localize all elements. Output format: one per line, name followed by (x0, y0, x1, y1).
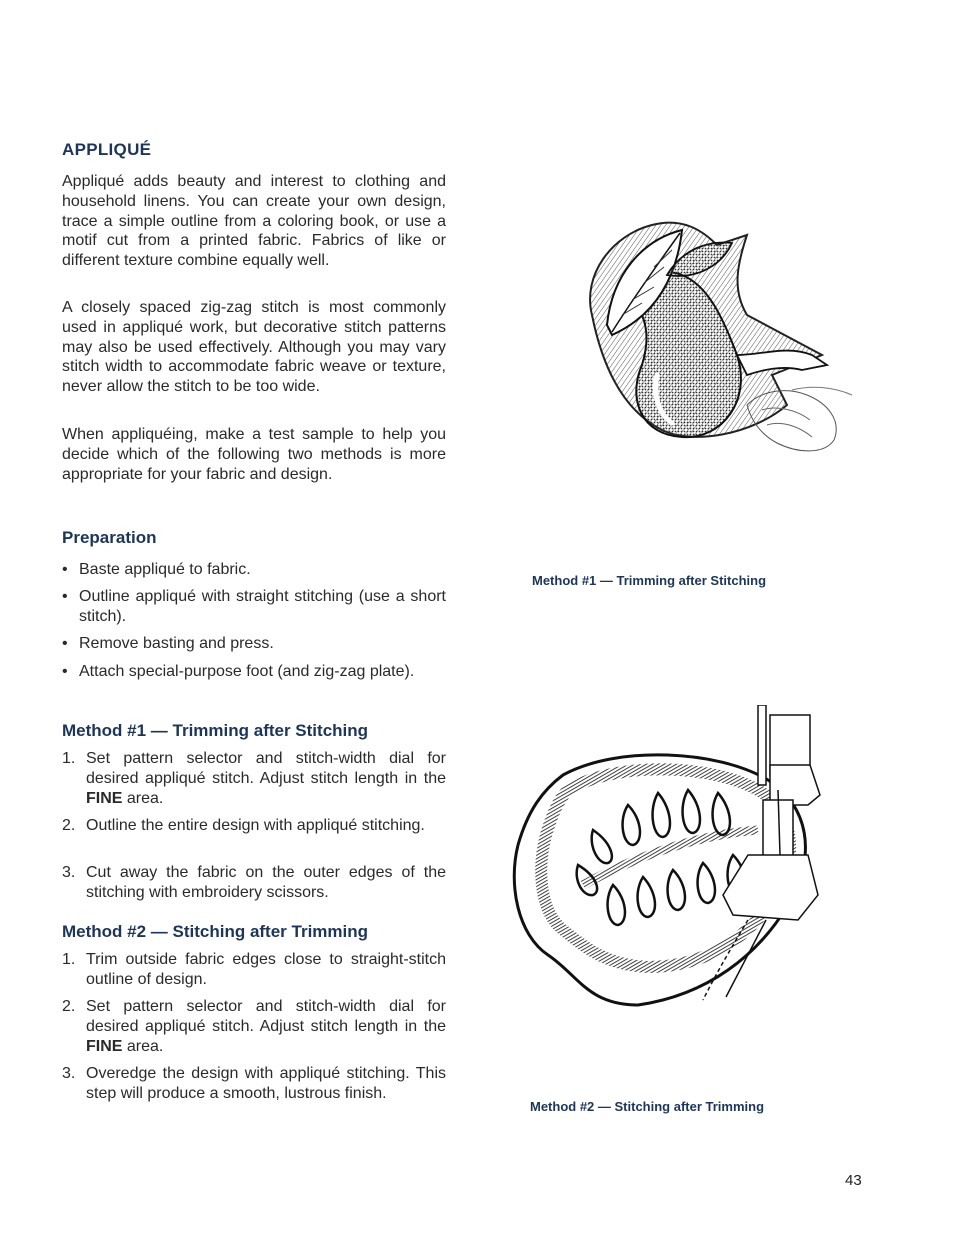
page-number: 43 (845, 1172, 862, 1189)
method2-step (62, 1064, 446, 1104)
preparation-item (62, 560, 446, 580)
fine-label: FINE (86, 789, 123, 807)
preparation-item-text: Outline appliqué with straight stitching (use a short stitch). (79, 588, 446, 625)
preparation-item (62, 634, 446, 654)
method1-step (62, 816, 446, 836)
step-text-part: area. (126, 789, 164, 807)
bullet-mark: • (62, 663, 68, 680)
intro-paragraph-2: A closely spaced zig-zag stitch is most commonly used in appliqué work, but decorative stitch patterns may also be used effectively. Although you may vary stitch width to accommodate fabric weave or texture, never allow the stitch to be too wide. (62, 299, 446, 396)
method2-heading: Method #2 — Stitching after Trimming (62, 922, 369, 941)
intro-paragraph-1: Appliqué adds beauty and interest to clothing and household linens. You can create your own design, trace a simple outline from a coloring book, or use a motif cut from a printed fabric. Fabrics of like or different texture combine equally well. (62, 173, 446, 270)
step-number: 2. (62, 817, 76, 834)
bullet-mark: • (62, 561, 68, 578)
step-text-part: area. (126, 1037, 164, 1055)
step-number: 1. (62, 951, 76, 968)
preparation-item-text: Attach special-purpose foot (and zig-zag plate). (79, 663, 415, 680)
bullet-mark: • (62, 635, 68, 652)
method2-step (62, 950, 446, 990)
step-number: 2. (62, 998, 76, 1015)
step-number: 1. (62, 750, 76, 767)
fine-label: FINE (86, 1037, 123, 1055)
method2-step-text (86, 997, 446, 1056)
figure-1-caption: Method #1 — Trimming after Stitching (532, 573, 767, 588)
figure-2-caption: Method #2 — Stitching after Trimming (530, 1099, 765, 1114)
intro-paragraph-3: When appliquéing, make a test sample to help you decide which of the following two methods is more appropriate for your fabric and design. (62, 426, 446, 483)
step-number: 3. (62, 1065, 76, 1082)
preparation-item (62, 587, 446, 627)
preparation-item-text: Remove basting and press. (79, 635, 274, 652)
method2-step-text: Trim outside fabric edges close to straight-stitch outline of design. (86, 951, 446, 988)
stitching-applique-illustration (508, 705, 828, 1015)
method1-step-text (86, 749, 446, 808)
page-title: APPLIQUÉ (62, 140, 152, 159)
method2-step (62, 997, 446, 1056)
method1-step (62, 863, 446, 903)
method1-step-text: Cut away the fabric on the outer edges of the stitching with embroidery scissors. (86, 864, 446, 901)
method1-heading: Method #1 — Trimming after Stitching (62, 721, 369, 740)
preparation-heading: Preparation (62, 528, 157, 547)
method2-step-text: Overedge the design with appliqué stitching. This step will produce a smooth, lustrous finish. (86, 1065, 446, 1102)
preparation-item (62, 662, 446, 682)
method1-step-text: Outline the entire design with appliqué stitching. (86, 817, 425, 834)
bullet-mark: • (62, 588, 68, 605)
step-text-part: Set pattern selector and stitch-width dial for desired appliqué stitch. Adjust stitch length in the (86, 998, 446, 1035)
pear-applique-illustration (572, 205, 857, 465)
step-text-part: Set pattern selector and stitch-width dial for desired appliqué stitch. Adjust stitch length in the (86, 750, 446, 787)
step-number: 3. (62, 864, 76, 881)
preparation-item-text: Baste appliqué to fabric. (79, 561, 251, 578)
method1-step (62, 749, 446, 808)
